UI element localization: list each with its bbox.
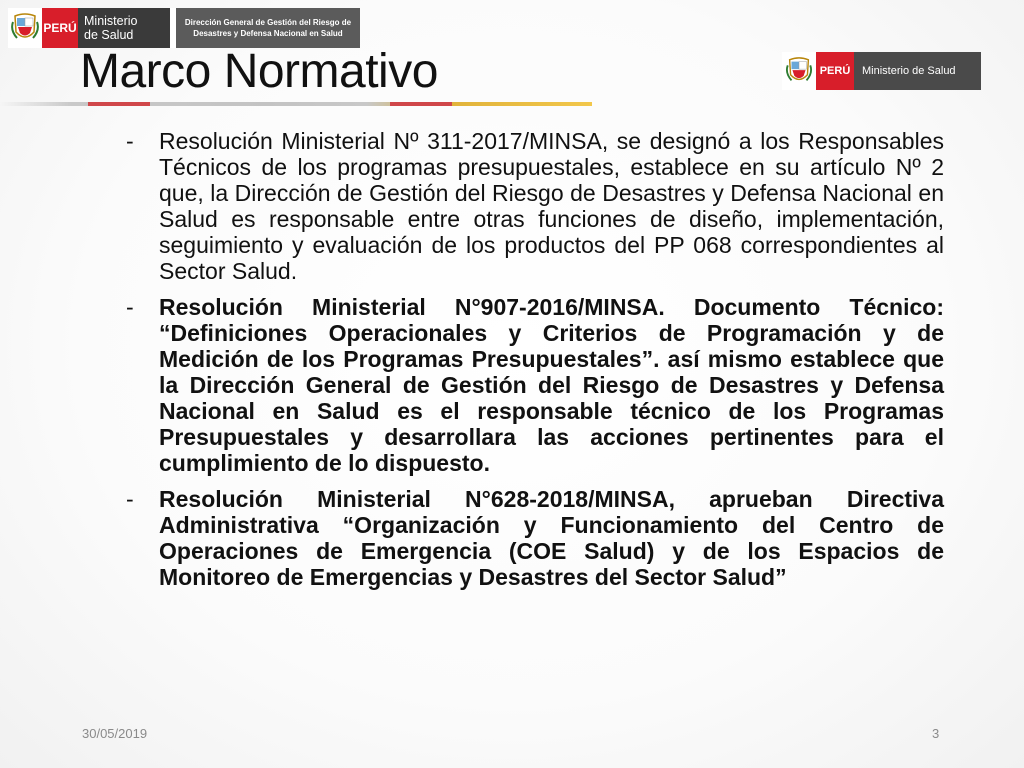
list-item-text: Resolución Ministerial N°628-2018/MINSA, aprueban Directiva Administrativa “Organización y Funcionamiento del Centro de Operaciones de Emergencia (COE Salud) y de los Espacios de Monitoreo de Emergencias y Desastres del Sector Salud”: [159, 486, 944, 590]
underline-accent: [88, 102, 150, 106]
underline-accent: [390, 102, 452, 106]
ministry-logo: [782, 52, 981, 90]
peru-label: PERÚ: [42, 8, 78, 48]
regulation-list: [126, 128, 944, 600]
list-item-text: Resolución Ministerial Nº 311-2017/MINSA, se designó a los Responsables Técnicos de los programas presupuestales, establece en su artículo Nº 2 que, la Dirección de Gestión del Riesgo de Desastres y Defensa Nacional en Salud es responsable entre otras funciones de diseño, implementación, seguimiento y evaluación de los productos del PP 068 correspondientes al Sector Salud.: [159, 128, 944, 284]
ministry-line-2: de Salud: [84, 28, 134, 42]
coat-of-arms-icon: [782, 52, 816, 90]
list-item: [126, 486, 944, 590]
slide-title: Marco Normativo: [80, 45, 438, 98]
directorate-label: Dirección General de Gestión del Riesgo de Desastres y Defensa Nacional en Salud: [176, 8, 360, 48]
ministry-label: [78, 8, 170, 48]
list-dash: -: [126, 294, 134, 320]
list-item-text: Resolución Ministerial N°907-2016/MINSA. Documento Técnico: “Definiciones Operacionales y Criterios de Programación y de Medición de los Programas Presupuestales”. así mismo establece que la Dirección General de Gestión del Riesgo de Desastres y Defensa Nacional en Salud es el responsable técnico de los Programas Presupuestales y desarrollara las acciones pertinentes para el cumplimiento de lo dispuesto.: [159, 294, 944, 476]
peru-label: PERÚ: [816, 52, 854, 90]
list-dash: -: [126, 486, 134, 512]
list-item: [126, 128, 944, 284]
coat-of-arms-icon: [8, 8, 42, 48]
list-dash: -: [126, 128, 134, 154]
ministry-line-1: Ministerio: [84, 14, 138, 28]
list-item: [126, 294, 944, 476]
page-number: 3: [932, 726, 940, 741]
ministry-label: Ministerio de Salud: [854, 52, 981, 90]
footer-date: 30/05/2019: [82, 726, 148, 741]
header-logo: [8, 8, 360, 48]
title-underline: [0, 102, 592, 106]
